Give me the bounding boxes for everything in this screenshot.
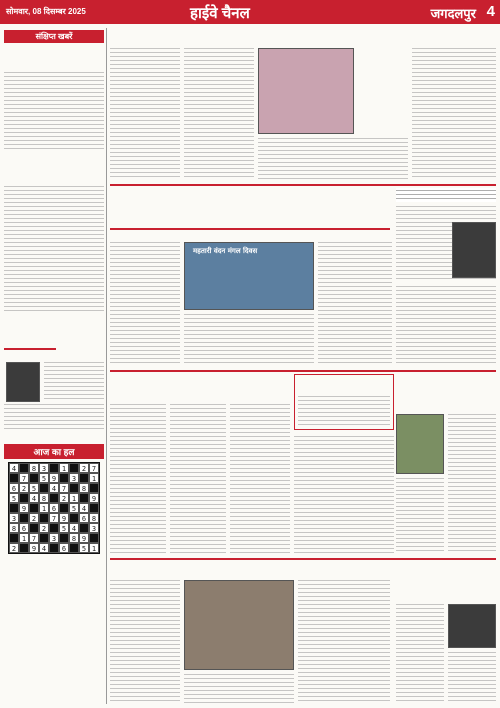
- newspaper-brand: हाईवे चैनल: [190, 5, 250, 22]
- crossword-cell: 7: [89, 463, 99, 473]
- crossword-cell: 2: [9, 543, 19, 553]
- crossword-cell: [69, 483, 79, 493]
- crossword-cell: 5: [59, 523, 69, 533]
- crossword-cell: [29, 503, 39, 513]
- crossword-cell: 9: [89, 493, 99, 503]
- right-headline-photo: [396, 414, 444, 474]
- bottom-right-photo: [448, 604, 496, 648]
- crossword-cell: 2: [19, 483, 29, 493]
- crossword-cell: 1: [69, 493, 79, 503]
- masthead: [0, 0, 500, 24]
- crossword-cell: 2: [29, 513, 39, 523]
- column-gutter-left: [106, 28, 107, 704]
- crossword-cell: [9, 503, 19, 513]
- crossword-grid: [8, 462, 100, 554]
- divider-rule-2: [110, 370, 496, 372]
- crossword-cell: 5: [79, 543, 89, 553]
- puzzle-answer-label: आज का हल: [4, 444, 104, 459]
- brief-text-2: [4, 186, 104, 312]
- crossword-cell: 4: [79, 503, 89, 513]
- mid-story-col-2: [184, 314, 314, 366]
- crossword-cell: [89, 483, 99, 493]
- crossword-cell: [49, 543, 59, 553]
- edition-city: जगदलपुर: [430, 6, 476, 21]
- crossword-cell: 9: [19, 503, 29, 513]
- crossword-cell: [19, 543, 29, 553]
- crossword-cell: 6: [59, 543, 69, 553]
- banner-photo: [184, 242, 314, 310]
- mid-story-col-3: [318, 242, 392, 366]
- crossword-cell: 4: [29, 493, 39, 503]
- mid-strip: [110, 228, 390, 230]
- crossword-cell: 6: [19, 523, 29, 533]
- crossword-cell: 2: [39, 523, 49, 533]
- bottom-story-col-3: [298, 580, 390, 704]
- crossword-cell: [39, 533, 49, 543]
- obituary-label: [4, 348, 56, 350]
- camp-story-col-2: [170, 404, 226, 554]
- crossword-cell: 9: [79, 533, 89, 543]
- top-story-col-2: [184, 48, 254, 180]
- page-number: 4: [486, 3, 495, 20]
- crossword-cell: 9: [29, 543, 39, 553]
- crossword-cell: 8: [79, 483, 89, 493]
- banner-photo-text: महतारी वंदन मंगल दिवस: [193, 247, 258, 255]
- crossword-cell: [9, 473, 19, 483]
- crossword-cell: 1: [89, 473, 99, 483]
- crossword-cell: 8: [9, 523, 19, 533]
- crossword-cell: [59, 503, 69, 513]
- bottom-right-col-2: [448, 652, 496, 704]
- crossword-cell: [39, 483, 49, 493]
- crossword-cell: 9: [49, 473, 59, 483]
- crossword-cell: 6: [9, 483, 19, 493]
- right-story-col-2: [396, 478, 444, 554]
- crossword-cell: 4: [9, 463, 19, 473]
- crossword-cell: 2: [79, 463, 89, 473]
- crossword-cell: [19, 463, 29, 473]
- right-story-col-1: [294, 436, 394, 554]
- top-story-col-3: [258, 138, 408, 180]
- crossword-cell: [49, 523, 59, 533]
- crossword-cell: [39, 513, 49, 523]
- crossword-cell: [79, 493, 89, 503]
- right-small-head: [396, 190, 496, 202]
- crossword-cell: 7: [19, 473, 29, 483]
- crossword-cell: 3: [89, 523, 99, 533]
- issue-date: सोमवार, 08 दिसम्बर 2025: [6, 7, 86, 16]
- obituary-text-2: [4, 404, 104, 432]
- crossword-cell: 5: [39, 473, 49, 483]
- crossword-cell: [79, 523, 89, 533]
- crossword-cell: [69, 513, 79, 523]
- crossword-cell: [9, 533, 19, 543]
- divider-rule-1: [110, 184, 496, 186]
- crossword-cell: 3: [49, 533, 59, 543]
- right-story-photo: [452, 222, 496, 278]
- brief-news-label: संक्षिप्त खबरें: [4, 30, 104, 43]
- crossword-cell: 8: [89, 513, 99, 523]
- crossword-cell: [69, 463, 79, 473]
- top-story-col-4: [412, 48, 496, 180]
- top-story-photo: [258, 48, 354, 134]
- crossword-cell: 3: [9, 513, 19, 523]
- right-story-col-3: [448, 414, 496, 554]
- crossword-cell: 2: [59, 493, 69, 503]
- crossword-cell: [79, 473, 89, 483]
- bottom-story-col-1: [110, 580, 180, 704]
- crossword-cell: 6: [79, 513, 89, 523]
- crossword-cell: 3: [39, 463, 49, 473]
- crossword-cell: 9: [59, 513, 69, 523]
- crossword-cell: 1: [89, 543, 99, 553]
- crossword-cell: 7: [49, 513, 59, 523]
- obituary-photo: [6, 362, 40, 402]
- camp-story-col-3: [230, 404, 290, 554]
- crossword-cell: 1: [19, 533, 29, 543]
- crossword-cell: 4: [69, 523, 79, 533]
- crossword-cell: 5: [9, 493, 19, 503]
- camp-box-text: [298, 396, 390, 428]
- mid-story-col-1: [110, 242, 180, 366]
- bottom-story-photo: [184, 580, 294, 670]
- crossword-cell: 8: [29, 463, 39, 473]
- crossword-cell: 8: [39, 493, 49, 503]
- crossword-cell: [49, 493, 59, 503]
- crossword-cell: 8: [69, 533, 79, 543]
- right-story-text: [396, 286, 496, 366]
- top-story-col-1: [110, 48, 180, 180]
- crossword-cell: 4: [39, 543, 49, 553]
- crossword-cell: 6: [49, 503, 59, 513]
- crossword-cell: [29, 473, 39, 483]
- crossword-cell: 1: [59, 463, 69, 473]
- crossword-cell: [59, 533, 69, 543]
- crossword-cell: [29, 523, 39, 533]
- crossword-cell: [89, 533, 99, 543]
- crossword-cell: [59, 473, 69, 483]
- crossword-cell: 5: [29, 483, 39, 493]
- crossword-cell: 3: [69, 473, 79, 483]
- bottom-story-caption: [184, 674, 294, 704]
- crossword-cell: [89, 503, 99, 513]
- camp-story-col-1: [110, 404, 166, 554]
- crossword-cell: 4: [49, 483, 59, 493]
- crossword-cell: [49, 463, 59, 473]
- obituary-text: [44, 362, 104, 402]
- divider-rule-3: [110, 558, 496, 560]
- crossword-cell: [19, 493, 29, 503]
- brief-text-1: [4, 72, 104, 152]
- crossword-cell: 1: [39, 503, 49, 513]
- crossword-cell: [19, 513, 29, 523]
- crossword-cell: [69, 543, 79, 553]
- crossword-cell: 7: [29, 533, 39, 543]
- crossword-cell: 5: [69, 503, 79, 513]
- crossword-cell: 7: [59, 483, 69, 493]
- bottom-right-col-1: [396, 604, 444, 704]
